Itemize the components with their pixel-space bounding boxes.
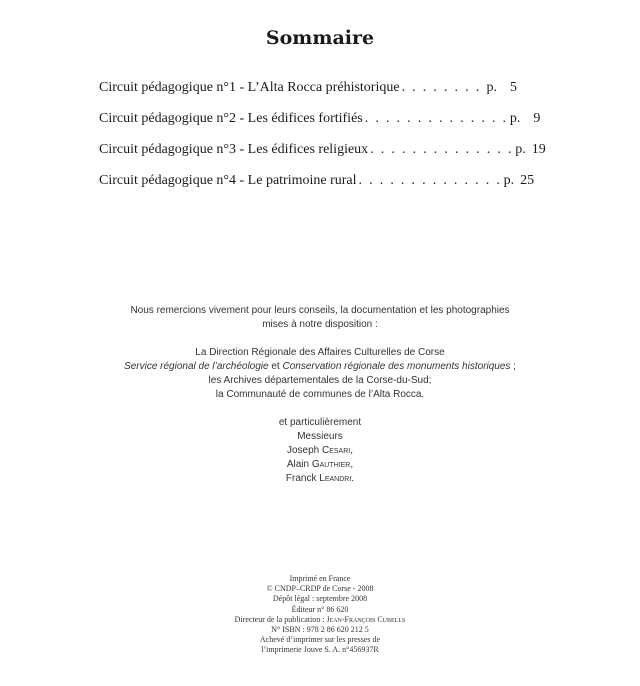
thanks-intro-line-1: Nous remercions vivement pour leurs conseils, la documentation et les photographies	[130, 305, 510, 316]
thanks-person: Franck Leandri.	[285, 473, 355, 484]
toc-page-number: 25	[520, 173, 535, 188]
colophon-line: Dépôt légal : septembre 2008	[272, 594, 368, 604]
toc-entry-label: Circuit pédagogique n°3 - Les édifices religieux	[99, 142, 369, 157]
toc-entry-2	[99, 111, 541, 142]
toc-entry-1	[99, 80, 517, 111]
colophon-line: Éditeur n° 86 620	[291, 604, 349, 614]
toc-leader-dots: . . . . . . . . . . . . . .	[370, 142, 514, 157]
page-title: Sommaire	[265, 27, 375, 49]
toc-leader-dots: . . . . . . . . . . . . . .	[358, 173, 502, 188]
toc-entry-label: Circuit pédagogique n°1 - L’Alta Rocca préhistorique	[99, 80, 400, 95]
colophon-line: Imprimé en France	[289, 574, 351, 583]
toc-entry-4	[99, 173, 535, 204]
colophon-line: Achevé d’imprimer sur les presses de	[259, 635, 381, 645]
toc-page-prefix: p.	[503, 173, 515, 188]
toc-entry-3	[99, 142, 546, 173]
colophon-line: N° ISBN : 978 2 86 620 212 5	[271, 625, 369, 635]
thanks-services: Service régional de l’archéologie et Conservation régionale des monuments historiques ;	[124, 361, 516, 372]
thanks-communaute: la Communauté de communes de l’Alta Rocca.	[215, 389, 425, 400]
service-monuments: Conservation régionale des monuments historiques	[282, 361, 511, 372]
thanks-messieurs: Messieurs	[297, 431, 343, 442]
toc-page-prefix: p.	[509, 111, 521, 126]
colophon	[0, 574, 640, 656]
thanks-drac: La Direction Régionale des Affaires Culturelles de Corse	[195, 347, 445, 358]
table-of-contents	[99, 80, 546, 204]
thanks-archives: les Archives départementales de la Corse-du-Sud;	[208, 375, 432, 386]
toc-entry-label: Circuit pédagogique n°4 - Le patrimoine rural	[99, 173, 357, 188]
thanks-intro-line-2: mises à notre disposition :	[262, 319, 378, 330]
toc-entry-label: Circuit pédagogique n°2 - Les édifices fortifiés	[99, 111, 363, 126]
toc-leader-dots: . . . . . . . . . . . . . .	[364, 111, 508, 126]
toc-page-number: 19	[531, 142, 546, 157]
publication-director: Jean-François Cubells	[326, 614, 406, 624]
thanks-person: Alain Gauthier,	[286, 459, 354, 470]
toc-page-number: 5	[510, 80, 517, 95]
colophon-line: Directeur de la publication : Jean-François Cubells	[234, 614, 406, 624]
colophon-line: © CNDP–CRDP de Corse - 2008	[266, 584, 374, 594]
toc-page-prefix: p.	[515, 142, 526, 157]
toc-page-number: 9	[533, 111, 541, 126]
acknowledgements	[0, 304, 640, 486]
toc-leader-dots: . . . . . . . .	[401, 80, 482, 95]
service-archeologie: Service régional de l’archéologie	[124, 361, 269, 372]
toc-page-prefix: p.	[486, 80, 497, 95]
thanks-person: Joseph Cesari,	[286, 445, 354, 456]
colophon-line: l’imprimerie Jouve S. A. n°456937R	[261, 645, 379, 655]
thanks-particular: et particulièrement	[278, 417, 362, 428]
